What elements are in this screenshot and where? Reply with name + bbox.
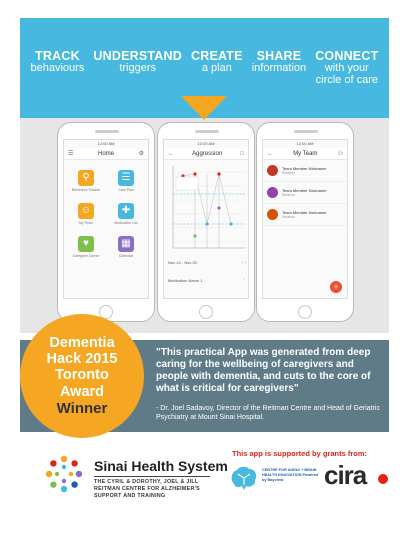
phone-aggression — [157, 122, 255, 322]
avatar — [267, 187, 278, 198]
medication-label: Medication Name 1 — [168, 278, 203, 283]
tile-label: Medication List — [114, 220, 138, 225]
award-line: Toronto — [55, 367, 109, 384]
chart-point[interactable] — [193, 172, 196, 175]
reitman-centre-name: THE CYRIL & DOROTHY, JOEL & JILL REITMAN CENTRE FOR ALZHEIMER'S SUPPORT AND TRAINING — [94, 479, 200, 500]
phone-home-button — [199, 305, 213, 319]
status-bar: 12:00 AM — [97, 141, 115, 146]
home-tile-grid — [64, 160, 148, 299]
feature-connect — [315, 50, 378, 86]
feature-track-sub: behaviours — [30, 62, 85, 75]
team-screen — [262, 139, 348, 299]
team-icon: ☺ — [78, 203, 94, 219]
feature-connect-sub: with your circle of care — [315, 62, 378, 86]
magnifier-person-icon: ⚲ — [78, 170, 94, 186]
team-member-row[interactable] — [263, 160, 347, 182]
award-line: Hack 2015 — [46, 351, 118, 368]
feature-share-title: SHARE — [256, 49, 302, 63]
page-title: Home — [97, 150, 114, 157]
chart-point[interactable] — [229, 222, 232, 225]
feature-share-sub: information — [251, 62, 307, 75]
arrow-down-icon — [181, 96, 227, 120]
feature-share — [252, 50, 306, 86]
phone-team — [256, 122, 354, 322]
chart-tooltip — [176, 177, 198, 190]
back-arrow-icon[interactable]: ← — [168, 150, 174, 157]
chart-point[interactable] — [193, 234, 196, 237]
tile-caregiver-corner[interactable] — [66, 230, 106, 263]
aggression-navbar — [164, 148, 248, 160]
avatar — [267, 165, 278, 176]
member-relation: Relation — [282, 215, 295, 220]
pill-icon: ✚ — [118, 203, 134, 219]
member-name: Team Member Nickname — [282, 209, 327, 215]
quote-attribution: - Dr. Joel Sadavoy, Director of the Reitman Centre and Head of Geriatric Psychiatry at Mount Sinai Hospital. — [156, 405, 380, 422]
award-badge — [20, 314, 144, 438]
tile-label: Caregiver Corner — [72, 253, 100, 258]
feature-understand-title: UNDERSTAND — [93, 49, 182, 63]
avatar — [267, 209, 278, 220]
tile-label: Calendar — [118, 253, 134, 258]
member-name: Team Member Nickname — [282, 187, 327, 193]
add-member-button[interactable]: + — [330, 281, 342, 293]
calendar-icon: ▦ — [118, 236, 134, 252]
tile-behaviour-tracker[interactable] — [66, 164, 106, 197]
status-bar: 12:00 AM — [197, 141, 215, 146]
tile-label: Behaviour Tracker — [71, 187, 101, 192]
medication-row[interactable] — [168, 278, 246, 284]
tile-my-team[interactable] — [66, 197, 106, 230]
feature-understand — [93, 50, 182, 86]
feature-track-title: TRACK — [35, 49, 80, 63]
member-relation: Relation — [282, 171, 295, 176]
chart-point[interactable] — [205, 222, 208, 225]
tile-label: My Team — [78, 220, 94, 225]
home-screen — [63, 139, 149, 299]
feature-create — [191, 50, 243, 86]
award-line: Award — [59, 383, 105, 400]
sinai-logo-icon — [42, 452, 86, 496]
cabhi-name: CENTRE FOR AGING + BRAIN HEALTH INNOVATION Powered by Baycrest — [262, 468, 319, 483]
feature-list — [20, 50, 389, 86]
aggression-screen — [163, 139, 249, 299]
tile-calendar[interactable] — [106, 230, 146, 263]
team-navbar — [263, 148, 347, 160]
divider — [94, 476, 210, 477]
chevron-left-right-icon[interactable]: ‹ › — [241, 260, 246, 266]
person-icon[interactable]: ⚇ — [337, 151, 343, 157]
award-winner: Winner — [56, 399, 108, 417]
award-line: Dementia — [49, 334, 115, 351]
page-title: Aggression — [192, 150, 223, 157]
phone-speaker — [195, 130, 219, 133]
tile-medication-list[interactable] — [106, 197, 146, 230]
grants-heading: This app is supported by grants from: — [232, 449, 368, 458]
team-member-row[interactable] — [263, 204, 347, 226]
page-title: My Team — [293, 150, 318, 157]
phone-speaker — [294, 130, 318, 133]
chevron-up-icon[interactable]: ⌃ — [241, 278, 246, 284]
aggression-chart — [167, 164, 247, 256]
feature-understand-sub: triggers — [119, 62, 157, 75]
cira-logo: cira — [324, 460, 367, 490]
date-range-label: Nov 14 - Nov 20 — [168, 260, 197, 265]
phone-home-button — [298, 305, 312, 319]
sinai-health-name: Sinai Health System — [94, 458, 228, 474]
member-relation: Relation — [282, 193, 295, 198]
settings-icon[interactable]: ⚙ — [138, 151, 144, 157]
chart-point[interactable] — [217, 172, 220, 175]
feature-create-sub: a plan — [201, 62, 232, 75]
share-icon[interactable]: □ — [240, 150, 244, 157]
member-name: Team Member Nickname — [282, 165, 327, 171]
team-member-row[interactable] — [263, 182, 347, 204]
tile-label: Care Plan — [118, 187, 134, 192]
testimonial-quote: "This practical App was generated from deep caring for the wellbeing of caregivers and people with dementia, and cuts to the core of what is critical for caregivers" — [156, 347, 371, 394]
tile-care-plan[interactable] — [106, 164, 146, 197]
home-navbar — [64, 148, 148, 160]
chart-point[interactable] — [217, 206, 220, 209]
status-bar: 12:00 AM — [296, 141, 314, 146]
brain-logo-icon — [228, 464, 260, 492]
checklist-icon: ☰ — [118, 170, 134, 186]
phone-speaker — [95, 130, 119, 133]
cira-logo-dot-icon — [378, 474, 388, 484]
menu-icon[interactable]: ☰ — [68, 151, 74, 157]
feature-create-title: CREATE — [191, 49, 243, 63]
feature-track — [31, 50, 85, 86]
back-arrow-icon[interactable]: ← — [267, 150, 273, 157]
phone-home — [57, 122, 155, 322]
chart-range-row — [168, 260, 246, 266]
feature-connect-title: CONNECT — [315, 49, 379, 63]
heart-hands-icon: ♥ — [78, 236, 94, 252]
